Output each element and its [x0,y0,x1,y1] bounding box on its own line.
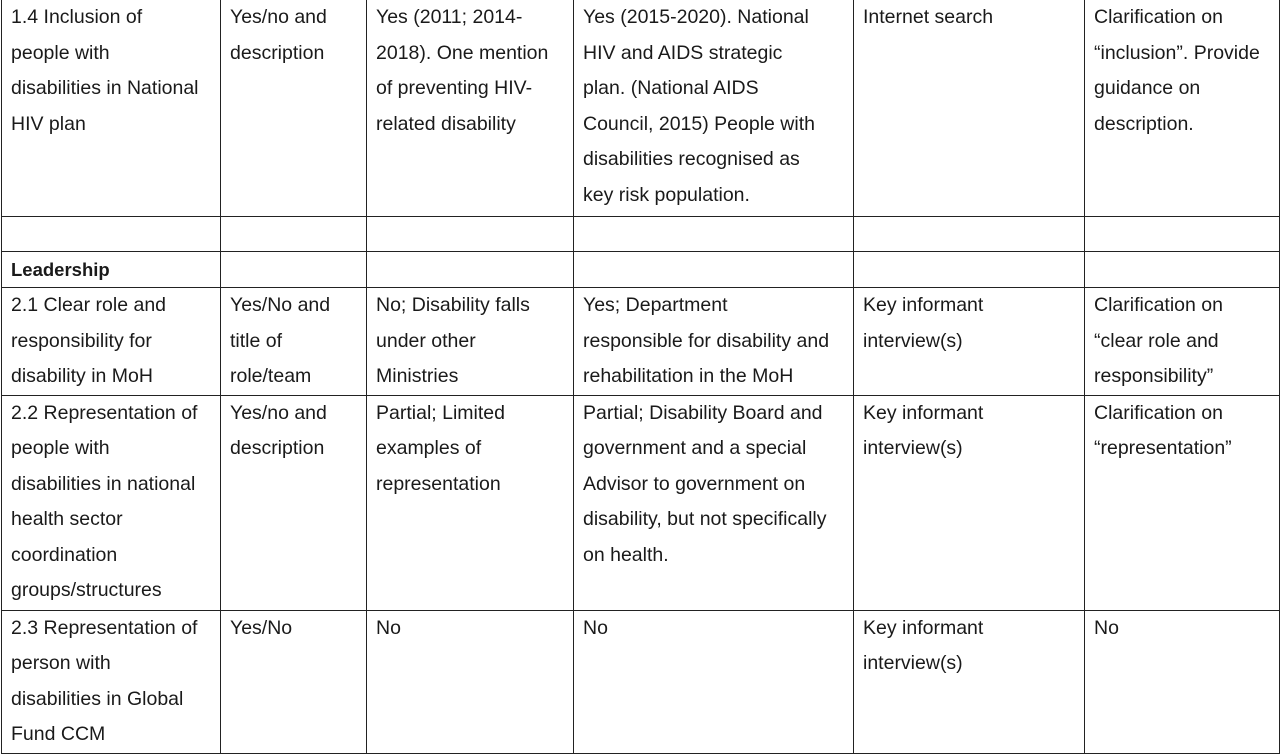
table-row-2-3 [2,610,1280,753]
section-heading-leadership: Leadership [2,251,221,288]
country-b-cell: Yes; Department responsible for disability and rehabilitation in the MoH [574,288,854,396]
recommendation-cell: Clarification on “representation” [1085,395,1280,610]
source-cell: Key informant interview(s) [854,395,1085,610]
country-b-cell: Yes (2015-2020). National HIV and AIDS strategic plan. (National AIDS Council, 2015) People with disabilities recognised as key risk population. [574,0,854,216]
empty-cell [574,251,854,288]
recommendation-cell: No [1085,610,1280,753]
measure-cell: Yes/No [221,610,367,753]
country-a-cell: No; Disability falls under other Ministries [367,288,574,396]
table-row-2-2 [2,395,1280,610]
empty-cell [854,251,1085,288]
source-cell: Key informant interview(s) [854,610,1085,753]
indicator-cell: 2.1 Clear role and responsibility for disability in MoH [2,288,221,396]
recommendation-cell: Clarification on “inclusion”. Provide guidance on description. [1085,0,1280,216]
indicator-cell: 2.3 Representation of person with disabilities in Global Fund CCM [2,610,221,753]
country-a-cell: Yes (2011; 2014- 2018). One mention of preventing HIV- related disability [367,0,574,216]
indicator-cell: 1.4 Inclusion of people with disabilities in National HIV plan [2,0,221,216]
source-cell: Key informant interview(s) [854,288,1085,396]
country-a-cell: Partial; Limited examples of representation [367,395,574,610]
indicator-table [1,0,1280,754]
empty-cell [221,216,367,251]
country-b-cell: Partial; Disability Board and government and a special Advisor to government on disability, but not specifically on health. [574,395,854,610]
empty-cell [1085,216,1280,251]
source-cell: Internet search [854,0,1085,216]
measure-cell: Yes/no and description [221,395,367,610]
table-row-1-4 [2,0,1280,216]
country-a-cell: No [367,610,574,753]
empty-cell [367,216,574,251]
empty-cell [574,216,854,251]
table-row-section-leadership [2,251,1280,288]
recommendation-cell: Clarification on “clear role and responsibility” [1085,288,1280,396]
empty-cell [221,251,367,288]
indicator-cell: 2.2 Representation of people with disabilities in national health sector coordination groups/structures [2,395,221,610]
empty-cell [2,216,221,251]
empty-cell [854,216,1085,251]
country-b-cell: No [574,610,854,753]
empty-cell [367,251,574,288]
empty-cell [1085,251,1280,288]
measure-cell: Yes/No and title of role/team [221,288,367,396]
table-row-2-1 [2,288,1280,396]
table-row-empty [2,216,1280,251]
measure-cell: Yes/no and description [221,0,367,216]
